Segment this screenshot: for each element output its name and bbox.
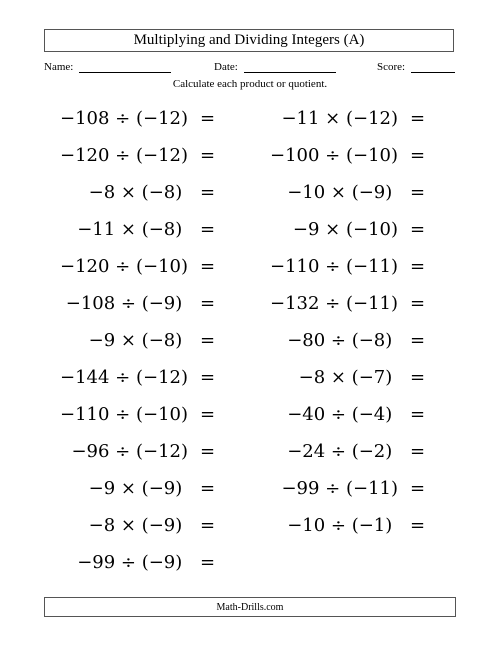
equals-sign: = — [410, 514, 426, 536]
name-blank-line — [79, 60, 171, 73]
problem-right-9 — [248, 396, 425, 432]
problem-right-6 — [248, 285, 425, 321]
problem-expression: −11 × (−12) — [281, 107, 398, 129]
problem-expression: −11 × (−8) — [77, 218, 188, 240]
problem-expression: −100 ÷ (−10) — [270, 144, 398, 166]
equals-sign: = — [200, 107, 216, 129]
problem-left-6 — [38, 285, 215, 321]
footer-text: Math-Drills.com — [216, 601, 284, 613]
equals-sign: = — [200, 477, 216, 499]
problem-right-11 — [248, 470, 425, 506]
problem-expression: −8 × (−9) — [88, 514, 188, 536]
problem-left-10 — [38, 433, 215, 469]
problem-grid — [0, 100, 500, 580]
date-field — [214, 60, 336, 73]
problem-expression: −80 ÷ (−8) — [287, 329, 398, 351]
problem-left-2 — [38, 137, 215, 173]
problem-right-10 — [248, 433, 425, 469]
score-blank-line — [411, 60, 455, 73]
equals-sign: = — [410, 292, 426, 314]
date-blank-line — [244, 60, 336, 73]
equals-sign: = — [200, 181, 216, 203]
equals-sign: = — [200, 329, 216, 351]
problem-right-4 — [248, 211, 425, 247]
problem-right-3 — [248, 174, 425, 210]
problem-right-7 — [248, 322, 425, 358]
equals-sign: = — [410, 477, 426, 499]
equals-sign: = — [410, 181, 426, 203]
problem-left-3 — [38, 174, 215, 210]
name-field — [44, 60, 171, 73]
problem-expression: −24 ÷ (−2) — [287, 440, 398, 462]
problem-expression: −108 ÷ (−12) — [60, 107, 188, 129]
worksheet-title — [44, 29, 454, 52]
problem-expression: −110 ÷ (−11) — [270, 255, 398, 277]
equals-sign: = — [410, 440, 426, 462]
problem-expression: −8 × (−8) — [88, 181, 188, 203]
problem-left-1 — [38, 100, 215, 136]
problem-left-8 — [38, 359, 215, 395]
equals-sign: = — [200, 292, 216, 314]
equals-sign: = — [200, 551, 216, 573]
equals-sign: = — [200, 144, 216, 166]
equals-sign: = — [410, 144, 426, 166]
problem-left-5 — [38, 248, 215, 284]
equals-sign: = — [410, 366, 426, 388]
problem-left-11 — [38, 470, 215, 506]
equals-sign: = — [200, 218, 216, 240]
problem-left-7 — [38, 322, 215, 358]
problem-right-5 — [248, 248, 425, 284]
equals-sign: = — [200, 255, 216, 277]
problem-right-2 — [248, 137, 425, 173]
date-label: Date: — [214, 61, 238, 73]
problem-expression: −10 ÷ (−1) — [287, 514, 398, 536]
problem-right-8 — [248, 359, 425, 395]
equals-sign: = — [200, 403, 216, 425]
problem-left-12 — [38, 507, 215, 543]
equals-sign: = — [410, 218, 426, 240]
problem-expression: −120 ÷ (−12) — [60, 144, 188, 166]
problem-expression: −10 × (−9) — [287, 181, 398, 203]
problem-expression: −9 × (−8) — [88, 329, 188, 351]
problem-expression: −9 × (−9) — [88, 477, 188, 499]
problem-expression: −120 ÷ (−10) — [60, 255, 188, 277]
problem-expression: −8 × (−7) — [298, 366, 398, 388]
problem-expression: −132 ÷ (−11) — [270, 292, 398, 314]
student-info-row — [44, 60, 456, 76]
equals-sign: = — [410, 329, 426, 351]
problem-left-4 — [38, 211, 215, 247]
score-label: Score: — [377, 61, 406, 73]
worksheet-title-text: Multiplying and Dividing Integers (A) — [133, 32, 365, 48]
equals-sign: = — [200, 440, 216, 462]
equals-sign: = — [410, 107, 426, 129]
problem-expression: −144 ÷ (−12) — [60, 366, 188, 388]
problem-expression: −96 ÷ (−12) — [71, 440, 188, 462]
equals-sign: = — [410, 255, 426, 277]
problem-expression: −9 × (−10) — [292, 218, 398, 240]
problem-expression: −108 ÷ (−9) — [65, 292, 188, 314]
problem-left-13 — [38, 544, 215, 580]
equals-sign: = — [200, 366, 216, 388]
instructions: Calculate each product or quotient. — [172, 78, 328, 90]
problem-right-1 — [248, 100, 425, 136]
problem-expression: −40 ÷ (−4) — [287, 403, 398, 425]
score-field — [377, 60, 455, 73]
name-label: Name: — [44, 61, 74, 73]
footer — [44, 597, 456, 617]
problem-expression: −99 ÷ (−11) — [281, 477, 398, 499]
problem-left-9 — [38, 396, 215, 432]
equals-sign: = — [410, 403, 426, 425]
equals-sign: = — [200, 514, 216, 536]
problem-expression: −99 ÷ (−9) — [77, 551, 188, 573]
problem-expression: −110 ÷ (−10) — [60, 403, 188, 425]
problem-right-12 — [248, 507, 425, 543]
